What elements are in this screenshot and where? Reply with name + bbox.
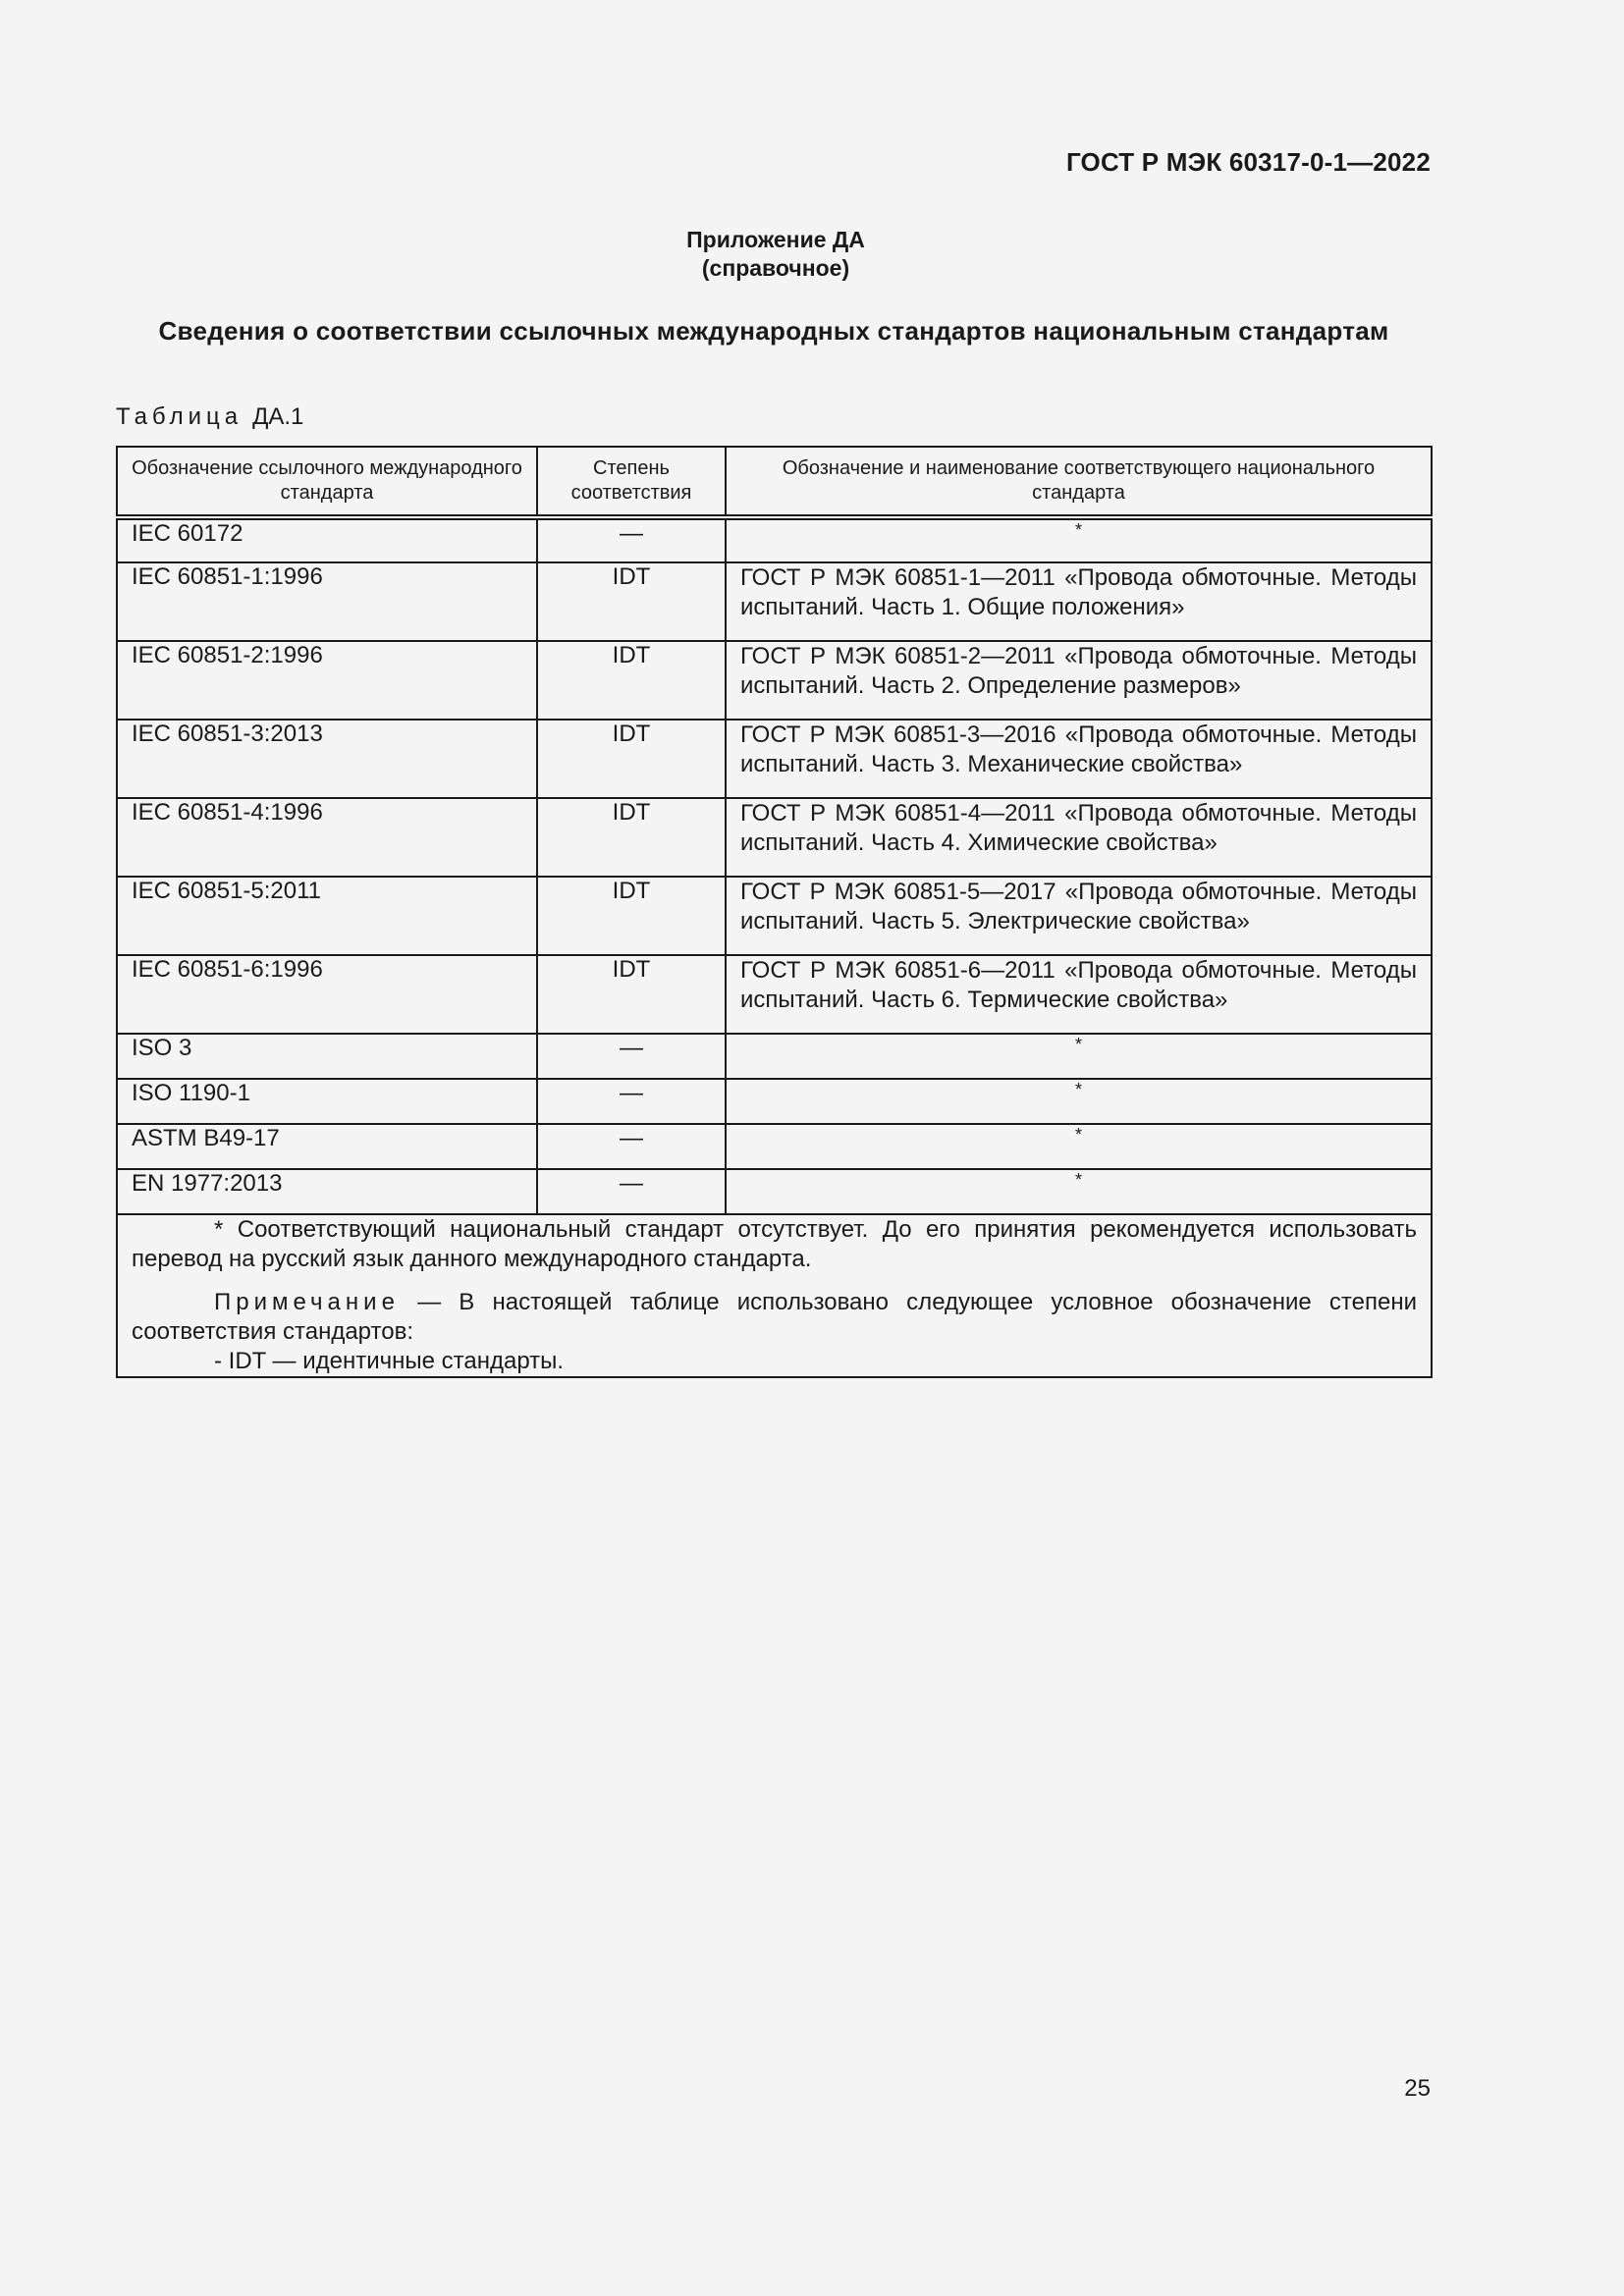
cell-national: * [726,1079,1432,1124]
table-row [117,1124,1432,1169]
header-degree: Степень соответствия [537,447,726,517]
appendix-heading [0,226,1551,283]
cell-degree: — [537,1079,726,1124]
cell-code: IEC 60851-4:1996 [117,798,537,877]
table-row [117,1034,1432,1079]
cell-degree: — [537,1124,726,1169]
table-notes-row [117,1214,1432,1377]
cell-degree: IDT [537,955,726,1034]
appendix-title: Приложение ДА [686,227,865,252]
cell-national: * [726,1169,1432,1214]
table-caption-word: Таблица [116,403,244,430]
footnote: * Соответствующий национальный стандарт отсутствует. До его принятия рекомендуется использовать перевод на русский язык данного международного стандарта. [132,1216,1417,1272]
note-legend-item: - IDT — идентичные стандарты. [214,1348,565,1374]
appendix-subtitle: (справочное) [701,255,850,281]
section-title: Сведения о соответствии ссылочных международных стандартов национальным стандартам [158,316,1389,346]
header-international-standard: Обозначение ссылочного международного стандарта [117,447,537,517]
table-row [117,955,1432,1034]
cell-code: IEC 60851-2:1996 [117,641,537,720]
cell-national: ГОСТ Р МЭК 60851-1—2011 «Провода обмоточные. Методы испытаний. Часть 1. Общие положения» [726,562,1432,641]
cell-national: * [726,517,1432,562]
cell-code: IEC 60851-1:1996 [117,562,537,641]
cell-degree: — [537,1169,726,1214]
table-row [117,1169,1432,1214]
cell-code: IEC 60851-5:2011 [117,877,537,955]
cell-degree: IDT [537,562,726,641]
table-row [117,720,1432,798]
cell-national: ГОСТ Р МЭК 60851-5—2017 «Провода обмоточные. Методы испытаний. Часть 5. Электрические свойства» [726,877,1432,955]
cell-national: ГОСТ Р МЭК 60851-6—2011 «Провода обмоточные. Методы испытаний. Часть 6. Термические свойства» [726,955,1432,1034]
cell-degree: IDT [537,641,726,720]
cell-national: * [726,1124,1432,1169]
table-row [117,562,1432,641]
note-label: Примечание [214,1289,400,1315]
header-national-standard: Обозначение и наименование соответствующего национального стандарта [726,447,1432,517]
cell-degree: IDT [537,877,726,955]
table-caption [116,403,303,431]
cell-code: IEC 60851-3:2013 [117,720,537,798]
table-row [117,641,1432,720]
cell-degree: IDT [537,720,726,798]
cell-national: ГОСТ Р МЭК 60851-4—2011 «Провода обмоточные. Методы испытаний. Часть 4. Химические свойства» [726,798,1432,877]
table-row [117,1079,1432,1124]
note [132,1288,1417,1347]
table-header-row [117,447,1432,517]
cell-degree: — [537,1034,726,1079]
table-caption-number: ДА.1 [252,403,304,430]
cell-code: IEC 60172 [117,517,537,562]
cell-code: IEC 60851-6:1996 [117,955,537,1034]
cell-degree: IDT [537,798,726,877]
note-text: — В настоящей таблице использовано следующее условное обозначение степени соответствия стандартов: [132,1289,1417,1345]
page-number: 25 [1404,2075,1431,2102]
cell-national: ГОСТ Р МЭК 60851-3—2016 «Провода обмоточные. Методы испытаний. Часть 3. Механические свойства» [726,720,1432,798]
cell-code: EN 1977:2013 [117,1169,537,1214]
table-row [117,877,1432,955]
correspondence-table [116,446,1433,1378]
document-code: ГОСТ Р МЭК 60317-0-1—2022 [1065,147,1431,177]
cell-national: * [726,1034,1432,1079]
table-row [117,517,1432,562]
cell-code: ASTM B49-17 [117,1124,537,1169]
cell-national: ГОСТ Р МЭК 60851-2—2011 «Провода обмоточные. Методы испытаний. Часть 2. Определение размеров» [726,641,1432,720]
cell-code: ISO 1190-1 [117,1079,537,1124]
cell-degree: — [537,517,726,562]
table-row [117,798,1432,877]
table-notes [117,1214,1432,1377]
cell-code: ISO 3 [117,1034,537,1079]
